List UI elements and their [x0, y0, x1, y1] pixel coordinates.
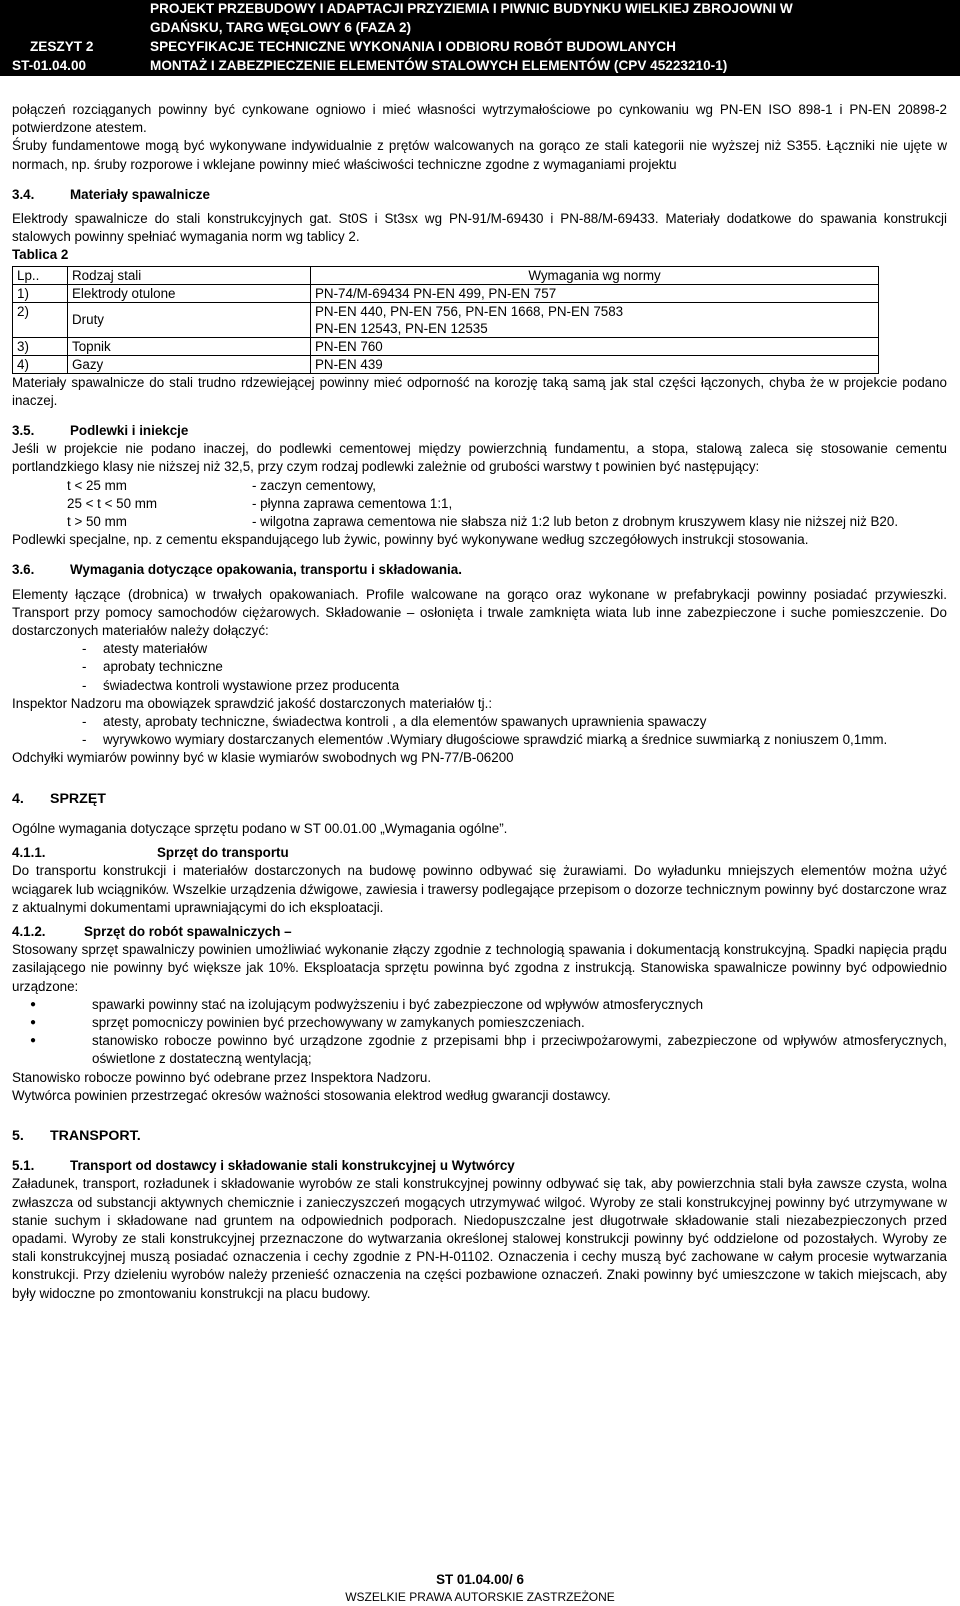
paragraph: Inspektor Nadzoru ma obowiązek sprawdzić jakość dostarczonych materiałów tj.: — [12, 695, 493, 711]
list-item — [12, 477, 947, 495]
page-number: ST 01.04.00/ 6 — [436, 1572, 524, 1587]
paragraph: Załadunek, transport, rozładunek i składowanie wyrobów ze stali konstrukcyjnej powinny odbywać się tak, aby powierzchnia stali była zawsze czysta, wolna zwłaszcza od substancji aktywnych chemicznie i zanieczyszczeń mogących utrzymywać wilgoć. Wyroby ze stali konstrukcyjnej powinny być utrzymywane w stanie suchym i składowane nad gruntem na odpowiednich podporach. Niedopuszczalne jest długotrwałe składowanie stali niezabezpieczonych przed opadami. Wyroby ze stali konstrukcyjnej przeznaczone do wytwarzania określonej stalowej konstrukcji powinny być oddzielone od pozostałych. Wyroby ze stali konstrukcyjnej muszą posiadać oznaczenia i cechy zgodnie z PN-H-01102. Oznaczenia i cechy muszą być zachowane w całym procesie wytwarzania konstrukcji. Przy dzieleniu wyrobów należy przenieść oznaczenia na części pozbawione oznaczeń. Znaki powinny być umieszczone w takich miejscach, aby były widoczne po zmontowaniu konstrukcji na placu budowy. — [12, 1176, 947, 1301]
grout-type: - płynna zaprawa cementowa 1:1, — [252, 495, 453, 511]
table-cell: 2) — [13, 302, 68, 337]
paragraph: połączeń rozciąganych powinny być cynkowane ogniowo i mieć własności wytrzymałościowe po cynkowaniu wg PN-EN ISO 898-1 i PN-EN 20898-2 potwierdzone atestem. — [12, 102, 947, 136]
table-row — [13, 302, 879, 337]
paragraph: Śruby fundamentowe mogą być wykonywane indywidualnie z prętów walcowanych na gorąco ze stali kategorii nie wyższej niż S355. Łączniki nie ujęte w normach, np. śruby rozporowe i wklejane powinny mieć właściwości techniczne zgodne z wymaganiami projektu — [12, 138, 947, 172]
section-number: 4.1.2. — [12, 923, 46, 939]
section-heading-4-1-2 — [12, 923, 947, 941]
table-row — [13, 284, 879, 302]
spec-code: ST-01.04.00 — [12, 58, 87, 73]
section-title: Transport od dostawcy i składowanie stali konstrukcyjnej u Wytwórcy — [70, 1158, 515, 1174]
section-title: Sprzęt do transportu — [157, 845, 289, 861]
section-heading-5-1 — [12, 1157, 947, 1175]
section-title: TRANSPORT. — [50, 1127, 141, 1144]
section-heading-4 — [12, 790, 947, 808]
project-title-line1: PROJEKT PRZEBUDOWY I ADAPTACJI PRZYZIEMIA I PIWNIC BUDYNKU WIELKIEJ ZBROJOWNI W — [150, 1, 793, 16]
list-item: - wyrywkowo wymiary dostarczanych elementów .Wymiary długościowe sprawdzić miarką a średnice suwmiarką z noniuszem 0,1mm. — [12, 731, 947, 749]
paragraph: Podlewki specjalne, np. z cementu ekspandującego lub żywic, powinny być wykonywane według szczegółowych instrukcji stosowania. — [12, 532, 809, 548]
bullet-text: stanowisko robocze powinno być urządzone zgodnie z przepisami bhp i przeciwpożarowymi, zabezpieczone od wpływów atmosferycznych, oświetlone z dostateczną wentylacją; — [92, 1033, 947, 1067]
section-heading-3-5 — [12, 422, 947, 440]
grout-thickness-list — [12, 477, 947, 532]
column-header: Lp.. — [13, 266, 68, 284]
paragraph: Odchyłki wymiarów powinny być w klasie wymiarów swobodnych wg PN-77/B-06200 — [12, 750, 514, 766]
list-item-text: atesty materiałów — [103, 641, 208, 657]
section-title: Wymagania dotyczące opakowania, transportu i składowania. — [70, 562, 462, 578]
project-title-line2: GDAŃSKU, TARG WĘGLOWY 6 (FAZA 2) — [150, 20, 412, 35]
table-cell — [311, 302, 879, 337]
list-item: - atesty, aprobaty techniczne, świadectwa kontroli , a dla elementów spawanych uprawnienia spawaczy — [12, 713, 947, 731]
section-number: 5. — [12, 1127, 24, 1144]
list-item-text: świadectwa kontroli wystawione przez producenta — [103, 677, 400, 693]
thickness-range: t > 50 mm — [67, 514, 127, 530]
paragraph: Jeśli w projekcie nie podano inaczej, do podlewki cementowej między powierzchnią fundamentu, a stopa, stalową zaleca się stosowanie cementu portlandzkiego klasy nie niższej niż 32,5, przy czym rodzaj podlewki zależnie od grubości warstwy t powinien być następujący: — [12, 441, 947, 475]
table-caption: Tablica 2 — [12, 247, 69, 263]
section-number: 3.4. — [12, 186, 35, 202]
list-item: - aprobaty techniczne — [12, 658, 947, 676]
page-header — [0, 0, 960, 76]
paragraph: Elektrody spawalnicze do stali konstrukcyjnych gat. St0S i St3sx wg PN-91/M-69430 i PN-88/M-69433. Materiały dodatkowe do spawania konstrukcji stalowych powinny spełniać wymagania norm wg tablicy 2. — [12, 211, 947, 245]
paragraph: Ogólne wymagania dotyczące sprzętu podano w ST 00.01.00 „Wymagania ogólne”. — [12, 820, 508, 836]
table-cell: Gazy — [68, 355, 311, 373]
bullet-icon: ● — [30, 1035, 37, 1047]
section-title: Materiały spawalnicze — [70, 186, 210, 202]
column-header: Rodzaj stali — [68, 266, 311, 284]
section-title: Sprzęt do robót spawalniczych – — [84, 923, 292, 939]
column-header: Wymagania wg normy — [311, 266, 879, 284]
section-number: 5.1. — [12, 1158, 35, 1174]
table-cell: PN-EN 439 — [311, 355, 879, 373]
section-title: Podlewki i iniekcje — [70, 423, 189, 439]
table-cell: 3) — [13, 337, 68, 355]
table-cell: PN-EN 760 — [311, 337, 879, 355]
bullet-item — [12, 1032, 947, 1068]
section-number: 4.1.1. — [12, 845, 46, 861]
norm-line: PN-EN 440, PN-EN 756, PN-EN 1668, PN-EN 7583 — [315, 303, 624, 319]
paragraph: Wytwórca powinien przestrzegać okresów ważności stosowania elektrod według gwarancji dostawcy. — [12, 1087, 611, 1103]
paragraph: Materiały spawalnicze do stali trudno rdzewiejącej powinny mieć odporność na korozję taką samą jak stal części łączonych, chyba że w projekcie podano inaczej. — [12, 374, 947, 408]
bullet-item — [12, 996, 947, 1014]
paragraph: Stosowany sprzęt spawalniczy powinien umożliwiać wykonanie złączy zgodnie z technologią spawania i dokumentacją konstrukcyjną. Spadki napięcia prądu zasilającego nie powinny być większe jak 10%. Eksploatacja sprzętu powinna być zgodna z instrukcją. Stanowiska spawalnicze powinny być odpowiednio urządzone: — [12, 942, 947, 994]
table-cell: 4) — [13, 355, 68, 373]
bullet-text: spawarki powinny stać na izolującym podwyższeniu i być zabezpieczone od wpływów atmosferycznych — [92, 996, 704, 1012]
table-row — [13, 355, 879, 373]
grout-type: - wilgotna zaprawa cementowa nie słabsza niż 1:2 lub beton z drobnym kruszywem klasy nie niższej niż B20. — [252, 514, 899, 530]
table-row — [13, 337, 879, 355]
bullet-icon: ● — [30, 1016, 37, 1028]
list-item: - atesty materiałów — [12, 640, 947, 658]
section-heading-5 — [12, 1127, 947, 1145]
volume-label: ZESZYT 2 — [30, 39, 94, 54]
document-body — [12, 101, 947, 1303]
list-item-text: wyrywkowo wymiary dostarczanych elementów .Wymiary długościowe sprawdzić miarką a średnice suwmiarką z noniuszem 0,1mm. — [103, 732, 888, 748]
list-item: - świadectwa kontroli wystawione przez producenta — [12, 677, 947, 695]
list-item — [12, 495, 947, 513]
bullet-item — [12, 1014, 947, 1032]
welding-materials-table — [12, 266, 879, 374]
table-cell: Topnik — [68, 337, 311, 355]
section-number: 3.6. — [12, 562, 35, 578]
list-item-text: atesty, aprobaty techniczne, świadectwa kontroli , a dla elementów spawanych uprawnienia spawaczy — [103, 714, 707, 730]
section-title: SPRZĘT — [50, 790, 106, 807]
norm-line: PN-EN 12543, PN-EN 12535 — [315, 320, 488, 336]
spec-title: SPECYFIKACJE TECHNICZNE WYKONANIA I ODBIORU ROBÓT BUDOWLANYCH — [150, 39, 676, 54]
table-cell: 1) — [13, 284, 68, 302]
table-cell: Elektrody otulone — [68, 284, 311, 302]
table-cell: Druty — [68, 302, 311, 337]
grout-type: - zaczyn cementowy, — [252, 477, 377, 493]
section-heading-3-4 — [12, 186, 947, 204]
copyright-notice: WSZELKIE PRAWA AUTORSKIE ZASTRZEŻONE — [345, 1590, 615, 1604]
table-cell: PN-74/M-69434 PN-EN 499, PN-EN 757 — [311, 284, 879, 302]
bullet-text: sprzęt pomocniczy powinien być przechowywany w zamykanych pomieszczeniach. — [92, 1014, 585, 1030]
section-number: 3.5. — [12, 423, 35, 439]
section-heading-3-6 — [12, 561, 947, 579]
thickness-range: t < 25 mm — [67, 477, 127, 493]
list-item-text: aprobaty techniczne — [103, 659, 223, 675]
thickness-range: 25 < t < 50 mm — [67, 495, 158, 511]
section-heading-4-1-1 — [12, 844, 947, 862]
list-item — [12, 513, 947, 531]
paragraph: Elementy łączące (drobnica) w trwałych opakowaniach. Profile walcowane na gorąco oraz wykonane w prefabrykacji powinny posiadać przywieszki. Transport przy pomocy samochodów ciężarowych. Składowanie – osłonięta i trwale zamknięta wiata lub inne zabezpieczone i suche pomieszczenie. Do dostarczonych materiałów należy dołączyć: — [12, 586, 947, 639]
paragraph: Stanowisko robocze powinno być odebrane przez Inspektora Nadzoru. — [12, 1069, 432, 1085]
bullet-icon: ● — [30, 998, 37, 1010]
paragraph: Do transportu konstrukcji i materiałów dostarczonych na budowę powinno odbywać się żurawiami. Do wyładunku mniejszych elementów można użyć wciągarek lub wciągników. Wszelkie urządzenia dźwigowe, zawiesia i trawersy podlegające przepisom o dozorze technicznym powinny być dostarczone wraz z aktualnymi dokumentami uprawniającymi do ich eksploatacji. — [12, 863, 947, 915]
table-header-row — [13, 266, 879, 284]
section-number: 4. — [12, 790, 24, 807]
section-title: MONTAŻ I ZABEZPIECZENIE ELEMENTÓW STALOWYCH ELEMENTÓW (CPV 45223210-1) — [150, 58, 728, 73]
